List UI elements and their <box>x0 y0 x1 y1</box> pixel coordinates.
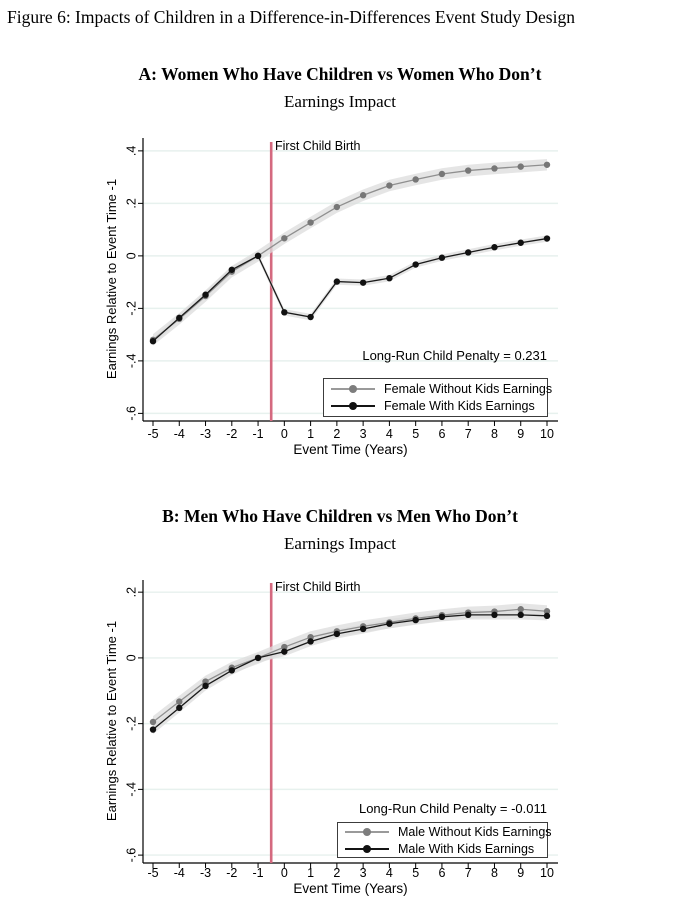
x-tick-label: -5 <box>147 866 159 880</box>
legend-label: Male With Kids Earnings <box>398 841 535 856</box>
x-tick-label: 3 <box>359 427 367 441</box>
panel-b-chart <box>100 565 580 905</box>
x-tick-label: 8 <box>490 427 498 441</box>
data-point <box>176 705 182 711</box>
panel-a-annotation: Long-Run Child Penalty = 0.231 <box>362 348 547 363</box>
x-tick-label: -2 <box>226 866 238 880</box>
data-point <box>150 726 156 732</box>
panel-b-legend <box>337 822 552 858</box>
data-point <box>544 162 550 168</box>
legend-item-male-with-kids <box>345 841 547 857</box>
x-tick-label: -3 <box>199 427 212 441</box>
gray-line-marker-sample <box>331 384 375 394</box>
panel-a-x-axis-label: Event Time (Years) <box>293 442 408 457</box>
y-tick-label: -.6 <box>124 847 139 863</box>
y-tick-label: 0 <box>124 654 139 662</box>
data-point <box>334 278 340 284</box>
panel-b-subtitle: Earnings Impact <box>284 534 396 553</box>
confidence-band <box>153 603 547 728</box>
x-tick-label: 4 <box>385 427 393 441</box>
data-point <box>229 267 235 273</box>
panel-a-title: A: Women Who Have Children vs Women Who Don’t <box>138 64 542 84</box>
y-tick-label: .2 <box>124 586 139 598</box>
x-tick-label: 6 <box>438 866 446 880</box>
data-point <box>412 617 418 623</box>
panel-a-y-axis-label: Earnings Relative to Event Time -1 <box>104 178 119 380</box>
data-point <box>544 235 550 241</box>
x-tick-label: 7 <box>464 866 472 880</box>
data-point <box>360 192 366 198</box>
data-point <box>150 338 156 344</box>
x-tick-label: -1 <box>252 866 264 880</box>
data-point <box>202 683 208 689</box>
x-tick-label: 3 <box>359 866 367 880</box>
legend-item-female-with-kids <box>331 398 547 414</box>
x-tick-label: -5 <box>147 427 159 441</box>
data-point <box>360 279 366 285</box>
data-point <box>255 253 261 259</box>
data-point <box>176 698 182 704</box>
data-point <box>307 219 313 225</box>
x-tick-label: 5 <box>412 866 420 880</box>
x-tick-label: 10 <box>540 866 554 880</box>
panel-b-x-axis-label: Event Time (Years) <box>293 881 408 896</box>
data-point <box>255 655 261 661</box>
y-tick-label: -.6 <box>124 406 139 421</box>
data-point <box>439 255 445 261</box>
data-point <box>281 648 287 654</box>
x-tick-label: 9 <box>517 427 525 441</box>
panel-a-legend <box>323 378 553 417</box>
legend-label: Female With Kids Earnings <box>384 399 535 413</box>
y-tick-label: .2 <box>124 198 139 209</box>
data-point <box>412 261 418 267</box>
data-point <box>360 626 366 632</box>
y-tick-label: -.2 <box>124 301 139 316</box>
data-point <box>465 167 471 173</box>
data-point <box>386 275 392 281</box>
data-point <box>307 638 313 644</box>
legend-label: Female Without Kids Earnings <box>384 382 553 396</box>
data-point <box>386 621 392 627</box>
black-line-marker-sample <box>345 844 389 854</box>
y-tick-label: -.4 <box>124 353 139 369</box>
x-tick-label: 2 <box>333 866 341 880</box>
data-point <box>518 163 524 169</box>
data-point <box>281 309 287 315</box>
black-line-marker-sample <box>331 401 375 411</box>
x-tick-label: -3 <box>199 866 212 880</box>
x-tick-label: 2 <box>333 427 341 441</box>
data-point <box>465 249 471 255</box>
data-point <box>334 204 340 210</box>
data-point <box>150 719 156 725</box>
data-point <box>465 612 471 618</box>
data-point <box>334 631 340 637</box>
data-point <box>491 244 497 250</box>
legend-item-female-without-kids <box>331 381 553 397</box>
panel-a-subtitle: Earnings Impact <box>284 92 396 111</box>
data-point <box>439 614 445 620</box>
x-tick-label: 1 <box>307 866 315 880</box>
x-tick-label: -1 <box>252 427 264 441</box>
data-point <box>439 171 445 177</box>
data-point <box>307 314 313 320</box>
panel-a-event-line-label: First Child Birth <box>275 139 361 153</box>
x-tick-label: 10 <box>540 427 554 441</box>
panel-a-chart <box>100 130 580 460</box>
data-point <box>518 612 524 618</box>
data-point <box>491 165 497 171</box>
x-tick-label: 6 <box>438 427 446 441</box>
series-line <box>153 165 547 340</box>
data-point <box>412 176 418 182</box>
figure-caption: Figure 6: Impacts of Children in a Difference-in-Differences Event Study Design <box>7 7 575 27</box>
x-tick-label: -2 <box>226 427 238 441</box>
legend-label: Male Without Kids Earnings <box>398 824 552 839</box>
panel-b-event-line-label: First Child Birth <box>275 580 361 594</box>
panel-b-y-axis-label: Earnings Relative to Event Time -1 <box>104 620 119 822</box>
x-tick-label: 0 <box>280 866 288 880</box>
x-tick-label: 4 <box>385 866 393 880</box>
x-tick-label: 1 <box>307 427 315 441</box>
data-point <box>281 235 287 241</box>
y-tick-label: -.2 <box>124 716 139 731</box>
x-tick-label: 5 <box>412 427 420 441</box>
data-point <box>518 240 524 246</box>
y-tick-label: .4 <box>124 145 139 157</box>
x-tick-label: -4 <box>173 866 185 880</box>
legend-item-male-without-kids <box>345 824 552 840</box>
data-point <box>176 315 182 321</box>
x-tick-label: 9 <box>517 866 525 880</box>
x-tick-label: 7 <box>464 427 472 441</box>
data-point <box>386 182 392 188</box>
x-tick-label: -4 <box>173 427 185 441</box>
data-point <box>202 292 208 298</box>
confidence-band <box>153 159 547 346</box>
data-point <box>544 613 550 619</box>
y-tick-label: 0 <box>124 252 139 260</box>
panel-b-annotation: Long-Run Child Penalty = -0.011 <box>358 801 547 816</box>
panel-b-title: B: Men Who Have Children vs Men Who Don’t <box>162 506 518 526</box>
gray-line-marker-sample <box>345 827 389 837</box>
data-point <box>229 667 235 673</box>
y-tick-label: -.4 <box>124 782 139 797</box>
x-tick-label: 8 <box>490 866 498 880</box>
x-tick-label: 0 <box>280 427 288 441</box>
data-point <box>518 606 524 612</box>
data-point <box>491 612 497 618</box>
